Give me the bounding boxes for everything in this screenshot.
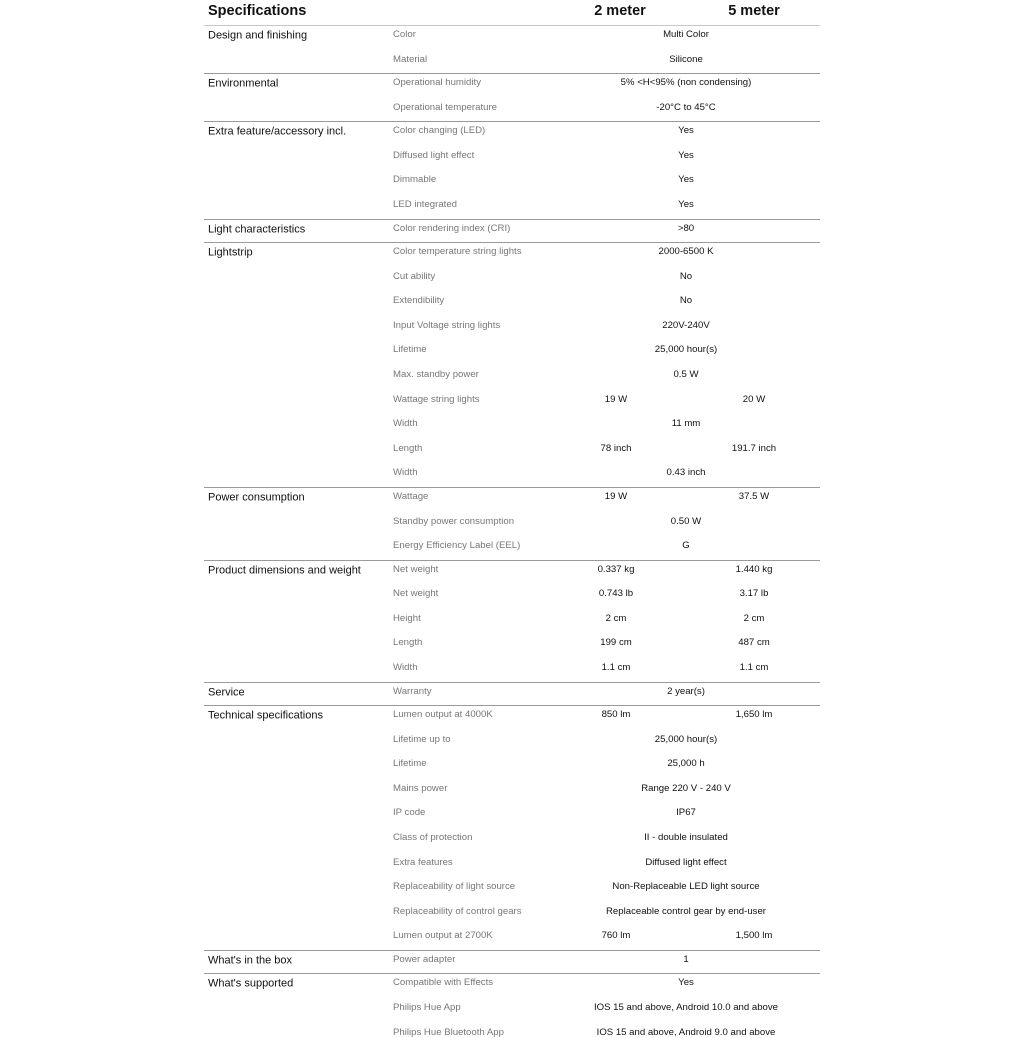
spec-label: Power adapter xyxy=(393,954,456,966)
spec-label: Lumen output at 2700K xyxy=(393,930,493,942)
section-category: Extra feature/accessory incl. xyxy=(208,125,347,138)
spec-label: Warranty xyxy=(393,685,432,697)
spec-value: No xyxy=(679,270,693,282)
spec-value: Yes xyxy=(678,199,694,211)
spec-label: Length xyxy=(393,637,423,649)
spec-value: 25,000 hour(s) xyxy=(654,344,718,356)
spec-value: IOS 15 and above, Android 9.0 and above xyxy=(596,1026,776,1038)
spec-value-5-meter: 1.1 cm xyxy=(739,662,769,674)
spec-value: Diffused light effect xyxy=(645,856,727,868)
spec-value-5-meter: 1.440 kg xyxy=(735,563,773,575)
spec-label: Color temperature string lights xyxy=(393,246,522,258)
section-category: Light characteristics xyxy=(208,223,306,235)
spec-label: Lumen output at 4000K xyxy=(393,709,493,721)
spec-value-2-meter: 2 cm xyxy=(605,613,627,624)
spec-value: 0.43 inch xyxy=(666,467,706,479)
spec-label: Wattage xyxy=(393,491,429,503)
spec-value-2-meter: 199 cm xyxy=(600,637,632,649)
spec-value-2-meter: 19 W xyxy=(604,491,628,503)
spec-value: 220V-240V xyxy=(662,320,710,331)
spec-label: IP code xyxy=(393,807,426,819)
section-divider xyxy=(204,973,820,974)
section-divider xyxy=(204,25,820,26)
spec-value: 2 year(s) xyxy=(667,685,705,697)
section-divider xyxy=(204,487,820,488)
spec-label: Lifetime up to xyxy=(393,733,451,745)
spec-value: 0.50 W xyxy=(670,515,702,527)
section-category: What's supported xyxy=(208,977,294,990)
section-category: Power consumption xyxy=(208,491,305,504)
spec-value-2-meter: 78 inch xyxy=(600,443,632,454)
spec-label: Philips Hue Bluetooth App xyxy=(393,1026,504,1038)
spec-label: Cut ability xyxy=(393,270,436,282)
spec-value-2-meter: 19 W xyxy=(604,393,628,405)
spec-value-5-meter: 37.5 W xyxy=(738,491,770,503)
spec-value: 1 xyxy=(683,954,689,966)
spec-value: 0.5 W xyxy=(673,369,699,381)
spec-label: Replaceability of control gears xyxy=(393,906,522,917)
spec-label: Color changing (LED) xyxy=(393,125,486,137)
spec-label: Width xyxy=(393,418,418,430)
spec-value: Yes xyxy=(678,150,694,161)
spec-label: Height xyxy=(393,613,421,624)
spec-value-5-meter: 487 cm xyxy=(738,637,770,649)
spec-label: Operational humidity xyxy=(393,77,481,89)
spec-value-2-meter: 1.1 cm xyxy=(601,662,631,674)
spec-value-5-meter: 3.17 lb xyxy=(739,588,769,600)
spec-label: Width xyxy=(393,662,418,674)
spec-value: 2000-6500 K xyxy=(658,246,714,258)
spec-label: Lifetime xyxy=(393,344,427,356)
section-divider xyxy=(204,219,820,220)
spec-label: Diffused light effect xyxy=(393,150,475,161)
spec-label: Lifetime xyxy=(393,758,427,770)
spec-value: 25,000 hour(s) xyxy=(654,733,718,745)
spec-value-2-meter: 760 lm xyxy=(601,930,631,942)
column-header-5-meter: 5 meter xyxy=(728,3,780,19)
spec-label: Length xyxy=(393,443,423,454)
spec-label: Color rendering index (CRI) xyxy=(393,222,511,234)
spec-label: Class of protection xyxy=(393,832,473,844)
spec-value-5-meter: 2 cm xyxy=(743,613,765,624)
spec-value: 25,000 h xyxy=(667,758,705,770)
spec-value: Non-Replaceable LED light source xyxy=(612,881,760,893)
spec-value: IOS 15 and above, Android 10.0 and above xyxy=(593,1002,779,1014)
section-category: What's in the box xyxy=(208,954,293,967)
spec-value-5-meter: 20 W xyxy=(742,393,766,405)
spec-label: LED integrated xyxy=(393,199,457,211)
spec-label: Input Voltage string lights xyxy=(393,320,501,331)
spec-value: 5% <H<95% (non condensing) xyxy=(620,77,752,89)
section-divider xyxy=(204,950,820,951)
section-category: Design and finishing xyxy=(208,29,308,42)
section-category: Technical specifications xyxy=(208,709,323,722)
spec-label: Material xyxy=(393,53,428,65)
spec-value: G xyxy=(682,540,690,552)
spec-label: Philips Hue App xyxy=(393,1002,461,1014)
spec-value: 11 mm xyxy=(671,418,701,430)
spec-label: Wattage string lights xyxy=(393,393,480,405)
spec-label: Energy Efficiency Label (EEL) xyxy=(393,540,521,552)
spec-label: Operational temperature xyxy=(393,101,497,113)
section-divider xyxy=(204,73,820,74)
spec-label: Color xyxy=(393,29,416,41)
section-divider xyxy=(204,705,820,706)
spec-label: Net weight xyxy=(393,563,439,575)
spec-value-2-meter: 0.337 kg xyxy=(597,563,635,575)
spec-value: Yes xyxy=(678,977,694,989)
spec-label: Standby power consumption xyxy=(393,515,515,527)
spec-value: Yes xyxy=(678,125,694,137)
spec-label: Dimmable xyxy=(393,174,437,186)
section-divider xyxy=(204,682,820,683)
spec-value-5-meter: 191.7 inch xyxy=(731,443,777,454)
section-divider xyxy=(204,242,820,243)
spec-value-5-meter: 1,650 lm xyxy=(735,709,773,721)
spec-label: Extendibility xyxy=(393,295,445,307)
spec-value: -20°C to 45°C xyxy=(656,101,716,113)
spec-value-2-meter: 850 lm xyxy=(601,709,631,721)
spec-value: Replaceable control gear by end-user xyxy=(606,906,766,917)
section-category: Product dimensions and weight xyxy=(208,564,361,577)
spec-value: Silicone xyxy=(669,53,703,65)
spec-label: Replaceability of light source xyxy=(393,881,516,893)
spec-label: Net weight xyxy=(393,588,439,600)
column-header-2-meter: 2 meter xyxy=(594,3,646,19)
spec-value-5-meter: 1,500 lm xyxy=(735,930,773,942)
spec-label: Width xyxy=(393,467,418,479)
spec-value-2-meter: 0.743 lb xyxy=(598,588,634,600)
spec-value: No xyxy=(679,295,693,307)
section-divider xyxy=(204,121,820,122)
spec-label: Extra features xyxy=(393,856,453,868)
section-category: Lightstrip xyxy=(208,246,253,259)
spec-value: Multi Color xyxy=(663,29,709,41)
section-category: Service xyxy=(208,686,245,698)
spec-value: IP67 xyxy=(676,807,696,819)
spec-value: Range 220 V - 240 V xyxy=(641,783,731,794)
spec-value: Yes xyxy=(678,174,694,186)
section-divider xyxy=(204,560,820,561)
spec-label: Mains power xyxy=(393,783,448,794)
spec-value: II - double insulated xyxy=(644,832,728,844)
section-category: Environmental xyxy=(208,77,279,90)
spec-value: >80 xyxy=(677,222,695,234)
spec-label: Compatible with Effects xyxy=(393,977,494,989)
page-title: Specifications xyxy=(208,3,307,19)
spec-label: Max. standby power xyxy=(393,369,479,381)
